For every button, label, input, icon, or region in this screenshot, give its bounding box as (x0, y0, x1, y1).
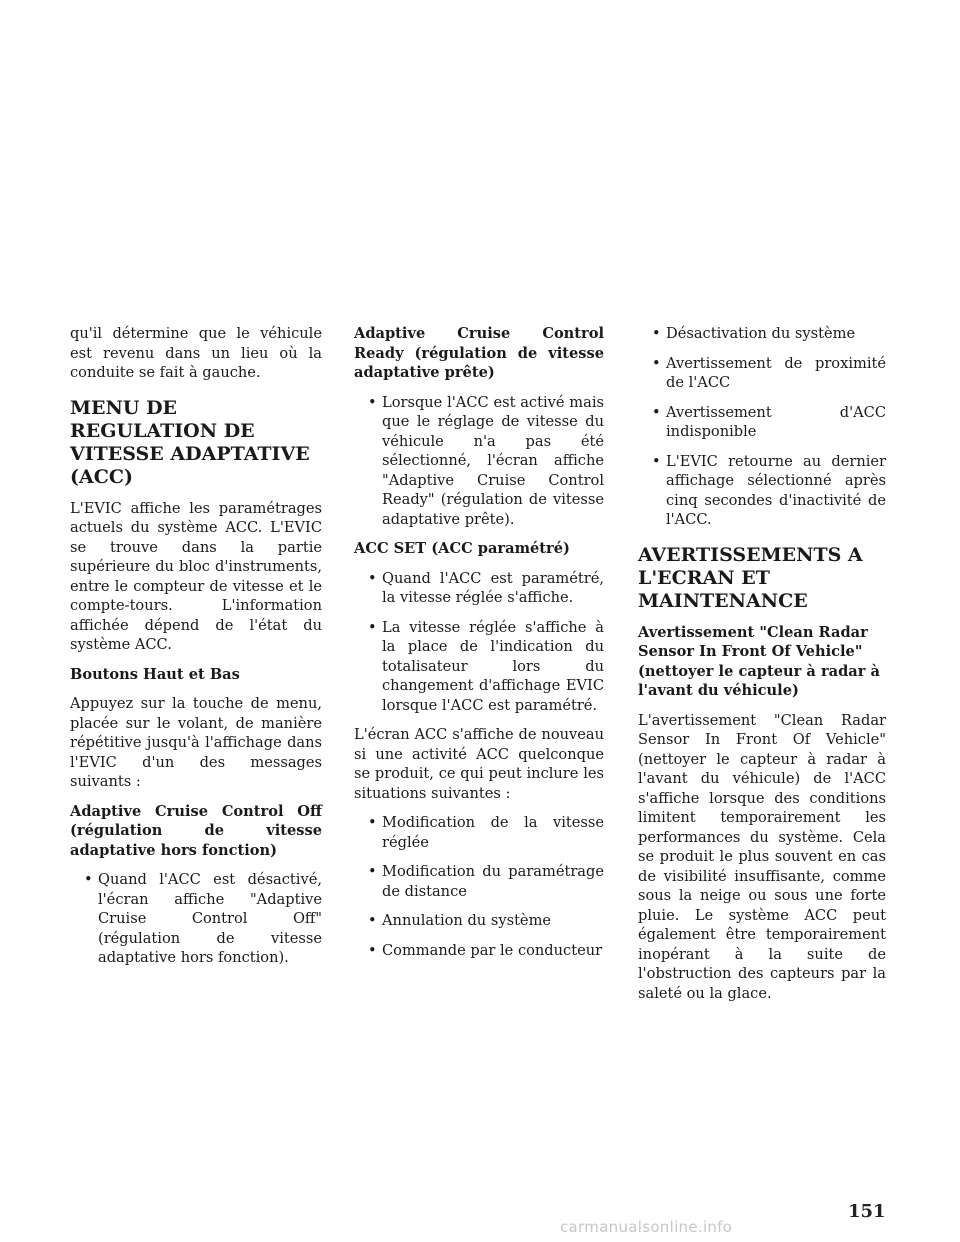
section-heading-acc-menu: MENU DE REGULATION DE VITESSE ADAPTATIVE (ACC) (70, 396, 310, 488)
bullet-list-acc-ready (354, 393, 604, 530)
list-item (638, 354, 886, 393)
list-item (638, 403, 886, 442)
bullet-icon: • (368, 912, 377, 929)
list-item (354, 941, 604, 961)
subheading-acc-ready: Adaptive Cruise Control Ready (régulation de vitesse adaptative prête) (354, 325, 604, 381)
list-item-text: Avertissement d'ACC indisponible (666, 403, 886, 440)
list-item-text: Commande par le conducteur (382, 941, 603, 959)
bullet-icon: • (652, 325, 661, 342)
list-item-text: Modification du paramétrage de distance (382, 863, 604, 900)
list-item-text: Quand l'ACC est désactivé, l'écran affiche "Adaptive Cruise Control Off" (régulation de vitesse adaptative hors fonction). (98, 871, 322, 966)
bullet-icon: • (368, 863, 377, 880)
page-number: 151 (848, 1201, 886, 1222)
bullet-icon: • (368, 569, 377, 587)
column-left (70, 324, 322, 978)
list-item (638, 452, 886, 530)
bullet-icon: • (652, 452, 661, 470)
paragraph-clean-radar: L'avertissement "Clean Radar Sensor In Front Of Vehicle" (nettoyer le capteur à radar à l'avant du véhicule) de l'ACC s'affiche lorsque des conditions limitent temporairement les performances du système. Cela se produit le plus souvent en cas de visibilité insuffisante, comme sous la neige ou sous une forte pluie. Le système ACC peut également être temporairement inopérant à la suite de l'obstruction des capteurs par la saleté ou la glace. (638, 711, 886, 1002)
bullet-icon: • (368, 618, 377, 636)
list-item (354, 911, 604, 931)
bullet-icon: • (368, 393, 377, 411)
subheading-acc-set: ACC SET (ACC paramétré) (354, 540, 570, 557)
list-item (354, 618, 604, 716)
bullet-list-acc-off (70, 870, 322, 968)
bullet-icon: • (84, 871, 93, 888)
watermark: carmanualsonline.info (560, 1218, 733, 1236)
list-item (354, 862, 604, 901)
list-item-text: Lorsque l'ACC est activé mais que le réglage de vitesse du véhicule n'a pas été sélectionné, l'écran affiche "Adaptive Cruise Control Ready" (régulation de vitesse adaptative prête). (382, 393, 604, 528)
bullet-icon: • (368, 814, 377, 831)
list-item-text: Annulation du système (382, 912, 552, 929)
list-item (638, 324, 886, 344)
list-item-text: Désactivation du système (666, 325, 856, 342)
list-item (354, 813, 604, 852)
subheading-up-down-buttons: Boutons Haut et Bas (70, 665, 240, 683)
bullet-list-acc-activities (354, 813, 604, 960)
list-item (354, 393, 604, 530)
list-item-text: La vitesse réglée s'affiche à la place de l'indication du totalisateur lors du changement d'affichage EVIC lorsque l'ACC est paramétré. (382, 618, 604, 714)
column-right (638, 324, 886, 1013)
bullet-list-acc-set (354, 569, 604, 716)
list-item-text: Avertissement de proximité de l'ACC (666, 354, 886, 391)
bullet-list-acc-activities-continued (638, 324, 886, 530)
list-item-text: Quand l'ACC est paramétré, la vitesse réglée s'affiche. (382, 569, 604, 606)
paragraph-evic-description: L'EVIC affiche les paramétrages actuels du système ACC. L'EVIC se trouve dans la partie supérieure du bloc d'instruments, entre le compteur de vitesse et le compte-tours. L'information affichée dépend de l'état du système ACC. (70, 499, 322, 653)
intro-paragraph: qu'il détermine que le véhicule est revenu dans un lieu où la conduite se fait à gauche. (70, 325, 322, 381)
paragraph-menu-button: Appuyez sur la touche de menu, placée sur le volant, de manière répétitive jusqu'à l'affichage dans l'EVIC d'un des messages suivants : (70, 695, 322, 790)
list-item (70, 870, 322, 968)
subheading-acc-off: Adaptive Cruise Control Off (régulation de vitesse adaptative hors fonction) (70, 802, 322, 859)
paragraph-acc-screen-reappears: L'écran ACC s'affiche de nouveau si une activité ACC quelconque se produit, ce qui peut inclure les situations suivantes : (354, 726, 604, 802)
list-item (354, 569, 604, 608)
list-item-text: L'EVIC retourne au dernier affichage sélectionné après cinq secondes d'inactivité de l'ACC. (666, 452, 886, 528)
bullet-icon: • (652, 403, 661, 421)
list-item-text: Modification de la vitesse réglée (382, 814, 604, 851)
bullet-icon: • (368, 941, 377, 959)
section-heading-warnings: AVERTISSEMENTS A L'ECRAN ET MAINTENANCE (638, 543, 863, 612)
subheading-clean-radar: Avertissement "Clean Radar Sensor In Front Of Vehicle" (nettoyer le capteur à radar à l'avant du véhicule) (638, 623, 880, 699)
bullet-icon: • (652, 354, 661, 372)
column-middle (354, 324, 604, 970)
